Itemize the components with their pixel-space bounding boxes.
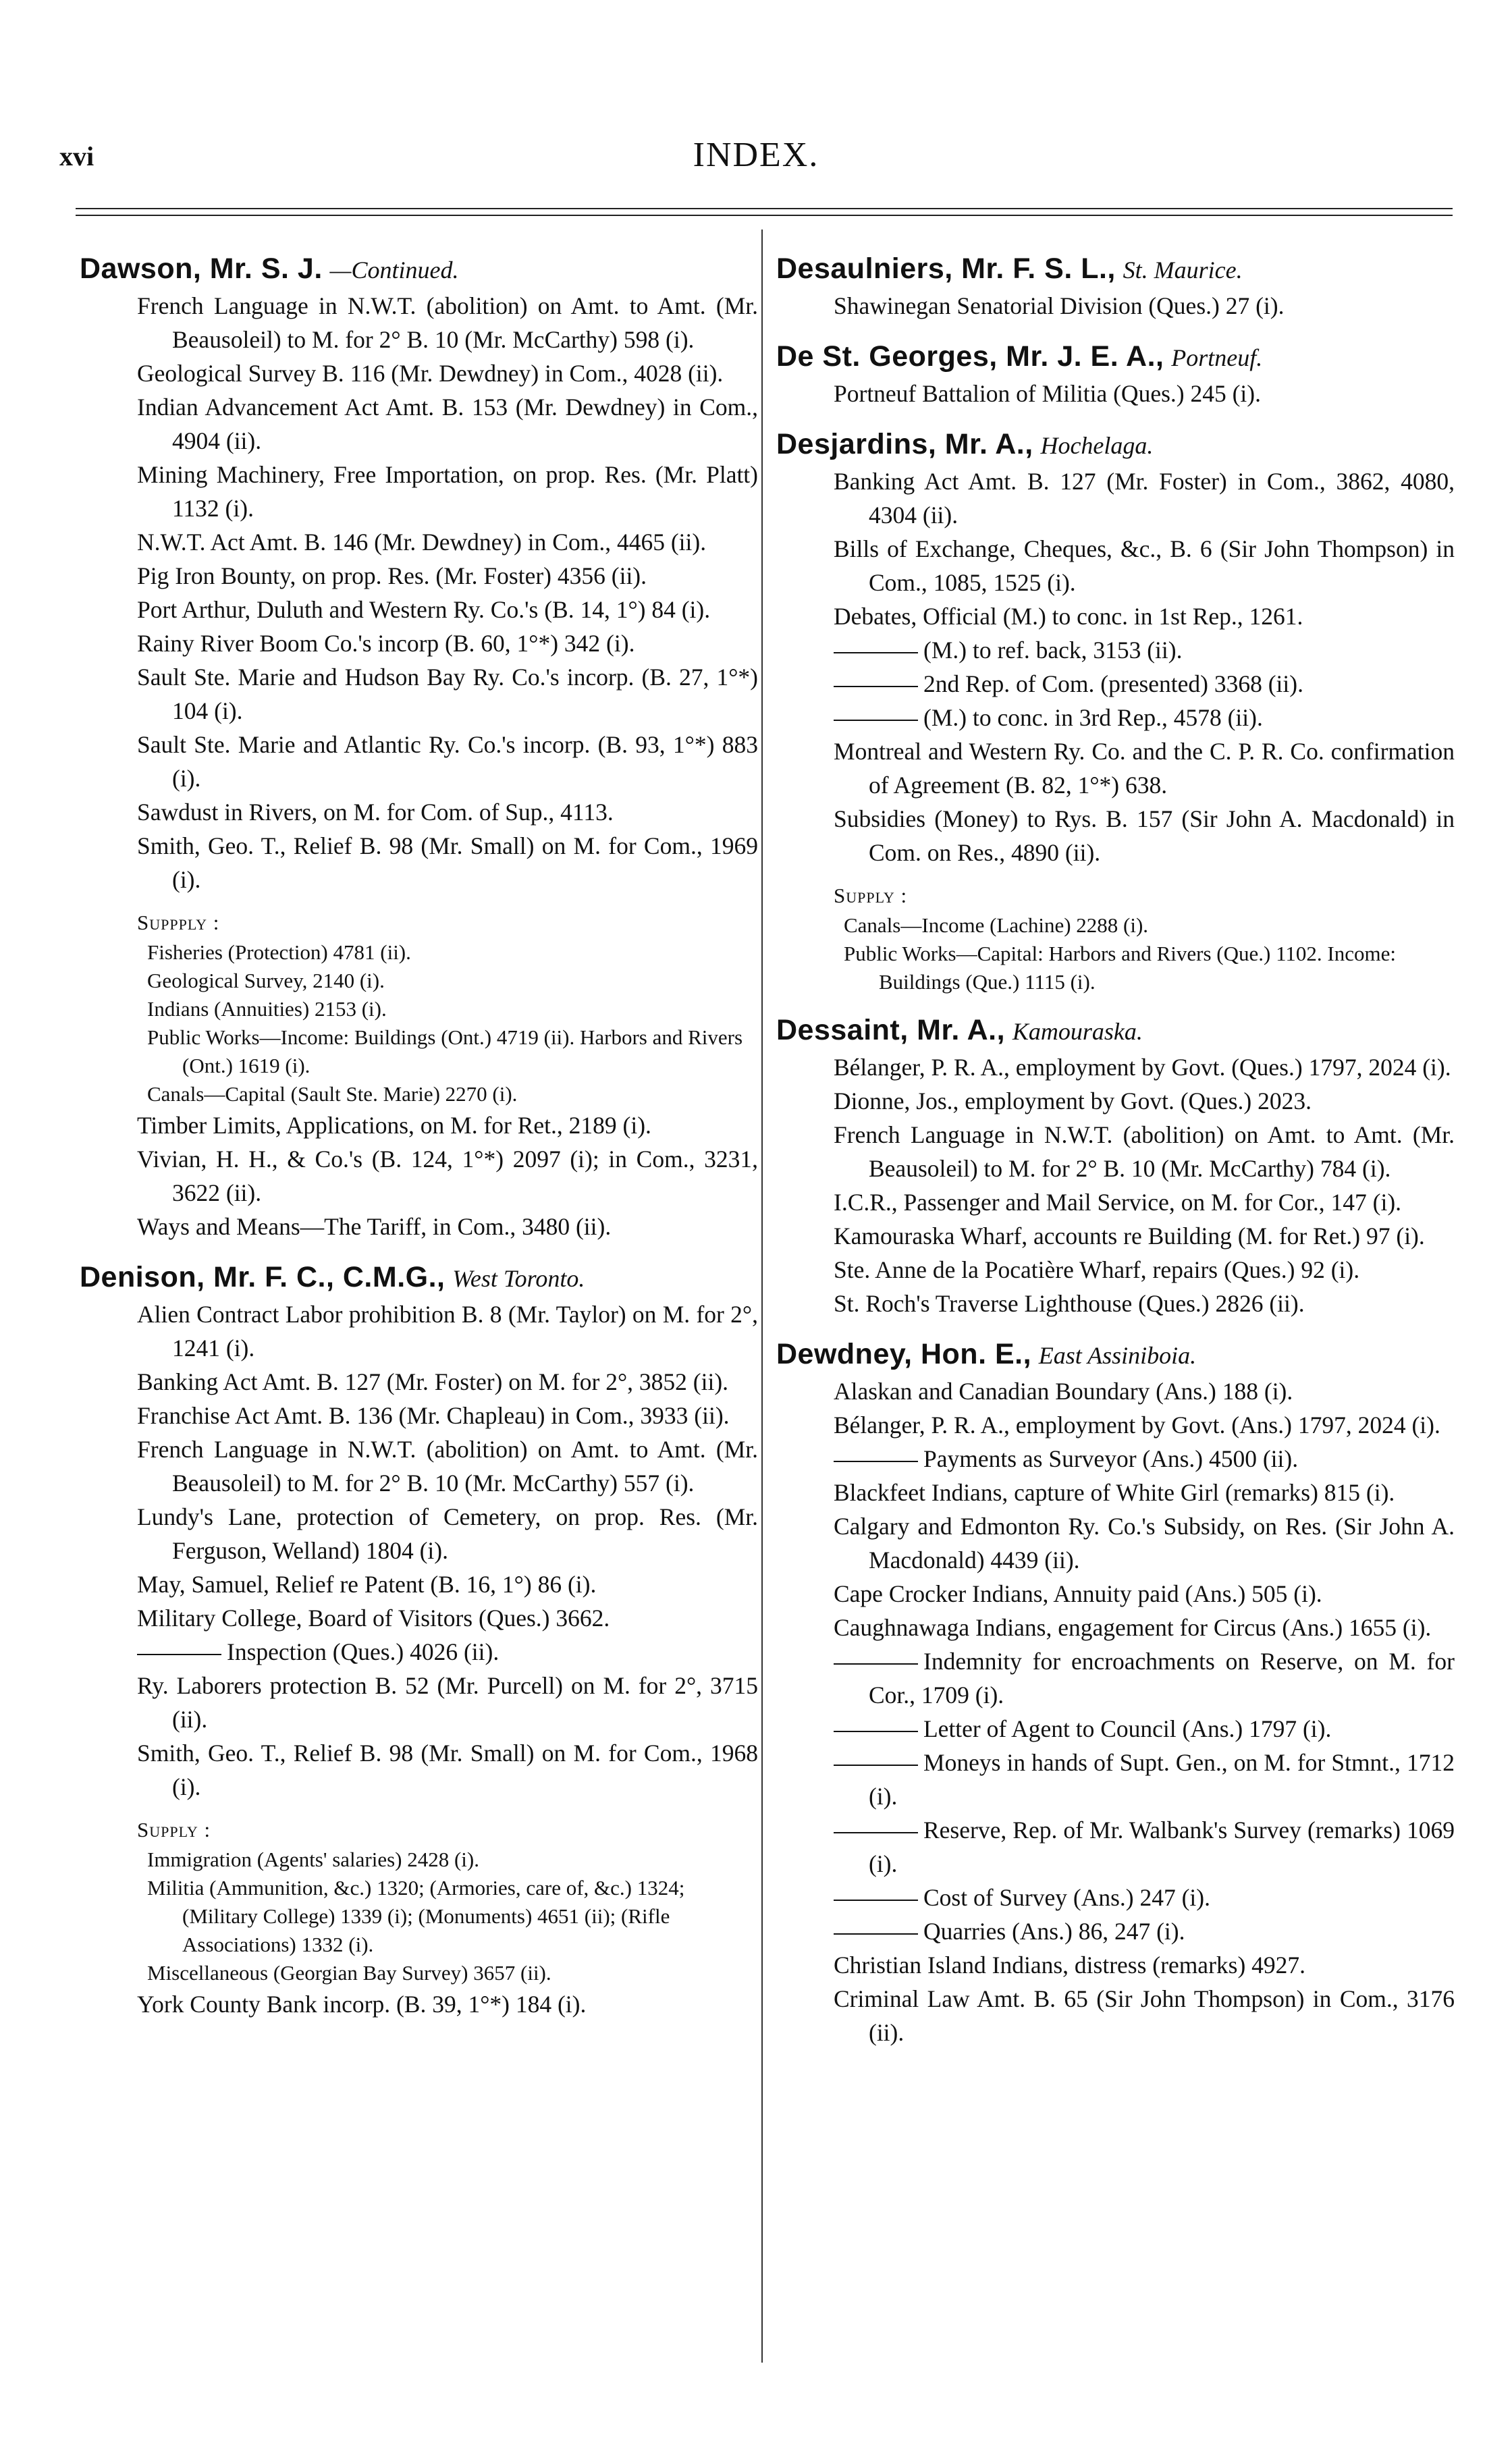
index-entry: York County Bank incorp. (B. 39, 1°*) 184 (i).: [137, 1991, 587, 2018]
index-entry: Calgary and Edmonton Ry. Co.'s Subsidy, on Res. (Sir John A. Macdonald) 4439 (ii).: [834, 1513, 1455, 1574]
index-entry: Bélanger, P. R. A., employment by Govt. (Ans.) 1797, 2024 (i).: [834, 1411, 1440, 1438]
ditto-dash: [834, 686, 918, 687]
ditto-dash: [834, 1731, 918, 1732]
subentry-text: (M.) to ref. back, 3153 (ii).: [923, 637, 1183, 664]
heading-name: Dawson, Mr. S. J.: [80, 252, 323, 285]
index-entry: Geological Survey B. 116 (Mr. Dewdney) in Com., 4028 (ii).: [137, 360, 724, 387]
ditto-dash: [834, 720, 918, 721]
ditto-dash: [834, 1461, 918, 1462]
heading-constituency: —Continued.: [329, 257, 459, 284]
heading-constituency: Hochelaga.: [1040, 432, 1154, 459]
subentry-text: (M.) to conc. in 3rd Rep., 4578 (ii).: [923, 704, 1263, 731]
subentry-text: Indemnity for encroachments on Reserve, on M. for Cor., 1709 (i).: [869, 1648, 1455, 1709]
index-entry: Lundy's Lane, protection of Cemetery, on prop. Res. (Mr. Ferguson, Welland) 1804 (i).: [137, 1503, 758, 1564]
index-entry: St. Roch's Traverse Lighthouse (Ques.) 2826 (ii).: [834, 1290, 1305, 1317]
top-rule-second: [76, 215, 1453, 216]
index-heading: [776, 1335, 1455, 1374]
index-entry: Criminal Law Amt. B. 65 (Sir John Thompson) in Com., 3176 (ii).: [834, 1985, 1455, 2046]
index-subentry: [834, 667, 1455, 701]
index-entry: Shawinegan Senatorial Division (Ques.) 27 (i).: [834, 292, 1285, 319]
index-subentry: [834, 1644, 1455, 1712]
index-entry: French Language in N.W.T. (abolition) on Amt. to Amt. (Mr. Beausoleil) to M. for 2° B. 10 (Mr. McCarthy) 784 (i).: [834, 1121, 1455, 1182]
page-title: INDEX.: [693, 136, 819, 174]
supply-item: Canals—Capital (Sault Ste. Marie) 2270 (i).: [147, 1082, 518, 1106]
index-entry: Debates, Official (M.) to conc. in 1st Rep., 1261.: [834, 603, 1303, 630]
index-entry: Military College, Board of Visitors (Ques.) 3662.: [137, 1605, 610, 1632]
right-column: [776, 250, 1455, 2049]
index-entry: Blackfeet Indians, capture of White Girl (remarks) 815 (i).: [834, 1479, 1395, 1506]
supply-item: Geological Survey, 2140 (i).: [147, 969, 385, 992]
index-entry: Subsidies (Money) to Rys. B. 157 (Sir John A. Macdonald) in Com. on Res., 4890 (ii).: [834, 805, 1455, 866]
supply-label: Supply :: [137, 1818, 211, 1841]
index-entry: May, Samuel, Relief re Patent (B. 16, 1°) 86 (i).: [137, 1571, 597, 1598]
index-heading: [80, 250, 758, 289]
supply-item: Miscellaneous (Georgian Bay Survey) 3657 (ii).: [147, 1961, 551, 1985]
index-entry: Sault Ste. Marie and Hudson Bay Ry. Co.'s incorp. (B. 27, 1°*) 104 (i).: [137, 664, 758, 724]
index-entry: Smith, Geo. T., Relief B. 98 (Mr. Small) on M. for Com., 1968 (i).: [137, 1740, 758, 1800]
subentry-text: Quarries (Ans.) 86, 247 (i).: [923, 1918, 1185, 1945]
index-subentry: [834, 1813, 1455, 1881]
index-entry: Alaskan and Canadian Boundary (Ans.) 188 (i).: [834, 1378, 1293, 1405]
heading-name: Dewdney, Hon. E.,: [776, 1338, 1032, 1370]
subentry-text: Moneys in hands of Supt. Gen., on M. for Stmnt., 1712 (i).: [869, 1749, 1455, 1810]
index-entry: Kamouraska Wharf, accounts re Building (M. for Ret.) 97 (i).: [834, 1222, 1425, 1249]
subentry-text: Letter of Agent to Council (Ans.) 1797 (i).: [923, 1715, 1332, 1742]
index-entry: Dionne, Jos., employment by Govt. (Ques.) 2023.: [834, 1087, 1312, 1114]
index-entry: Ste. Anne de la Pocatière Wharf, repairs (Ques.) 92 (i).: [834, 1256, 1360, 1283]
heading-constituency: St. Maurice.: [1123, 257, 1243, 284]
index-entry: Banking Act Amt. B. 127 (Mr. Foster) in Com., 3862, 4080, 4304 (ii).: [834, 468, 1455, 529]
index-subentry: [834, 1881, 1455, 1914]
index-entry: Christian Island Indians, distress (remarks) 4927.: [834, 1952, 1306, 1979]
page-number: xvi: [59, 141, 94, 171]
column-divider: [761, 230, 763, 2363]
index-subentry: [834, 633, 1455, 667]
subentry-text: Reserve, Rep. of Mr. Walbank's Survey (remarks) 1069 (i).: [869, 1817, 1455, 1877]
heading-constituency: Kamouraska.: [1012, 1018, 1143, 1045]
index-entry: N.W.T. Act Amt. B. 146 (Mr. Dewdney) in Com., 4465 (ii).: [137, 529, 707, 556]
index-heading: [776, 1011, 1455, 1050]
index-entry: Bélanger, P. R. A., employment by Govt. (Ques.) 1797, 2024 (i).: [834, 1054, 1451, 1081]
ditto-dash: [834, 1900, 918, 1901]
index-entry: Ry. Laborers protection B. 52 (Mr. Purcell) on M. for 2°, 3715 (ii).: [137, 1672, 758, 1733]
index-entry: Ways and Means—The Tariff, in Com., 3480 (ii).: [137, 1213, 612, 1240]
subentry-text: 2nd Rep. of Com. (presented) 3368 (ii).: [923, 670, 1303, 697]
index-entry: Banking Act Amt. B. 127 (Mr. Foster) on M. for 2°, 3852 (ii).: [137, 1368, 729, 1395]
supply-item: Public Works—Capital: Harbors and Rivers (Que.) 1102. Income: Buildings (Que.) 1115 (i).: [844, 942, 1396, 994]
index-entry: French Language in N.W.T. (abolition) on Amt. to Amt. (Mr. Beausoleil) to M. for 2° B. 10 (Mr. McCarthy) 557 (i).: [137, 1436, 758, 1497]
ditto-dash: [834, 1663, 918, 1665]
supply-item: Indians (Annuities) 2153 (i).: [147, 997, 387, 1021]
index-subentry: [834, 1914, 1455, 1948]
index-entry: French Language in N.W.T. (abolition) on Amt. to Amt. (Mr. Beausoleil) to M. for 2° B. 10 (Mr. McCarthy) 598 (i).: [137, 292, 758, 353]
index-entry: Rainy River Boom Co.'s incorp (B. 60, 1°*) 342 (i).: [137, 630, 635, 657]
ditto-dash: [834, 1765, 918, 1766]
heading-constituency: West Toronto.: [452, 1265, 585, 1292]
index-entry: Sawdust in Rivers, on M. for Com. of Sup., 4113.: [137, 799, 614, 826]
subentry-text: Inspection (Ques.) 4026 (ii).: [227, 1638, 500, 1665]
index-entry: Alien Contract Labor prohibition B. 8 (Mr. Taylor) on M. for 2°, 1241 (i).: [137, 1301, 758, 1362]
index-entry: Mining Machinery, Free Importation, on prop. Res. (Mr. Platt) 1132 (i).: [137, 461, 758, 522]
supply-label: Suppply :: [137, 911, 220, 934]
index-entry: Montreal and Western Ry. Co. and the C. P. R. Co. confirmation of Agreement (B. 82, 1°*) 638.: [834, 738, 1455, 799]
top-rule: [76, 208, 1453, 209]
ditto-dash: [834, 652, 918, 653]
supply-label: Supply :: [834, 884, 908, 907]
index-entry: I.C.R., Passenger and Mail Service, on M. for Cor., 147 (i).: [834, 1189, 1402, 1216]
index-heading: [776, 250, 1455, 289]
heading-name: Denison, Mr. F. C., C.M.G.,: [80, 1261, 446, 1293]
index-entry: Smith, Geo. T., Relief B. 98 (Mr. Small) on M. for Com., 1969 (i).: [137, 832, 758, 893]
supply-item: Militia (Ammunition, &c.) 1320; (Armories, care of, &c.) 1324; (Military College) 1339 (i); (Monuments) 4651 (ii); (Rifle Associations) 1332 (i).: [147, 1876, 685, 1956]
ditto-dash: [137, 1654, 221, 1655]
heading-name: De St. Georges, Mr. J. E. A.,: [776, 340, 1164, 373]
index-entry: Timber Limits, Applications, on M. for Ret., 2189 (i).: [137, 1112, 651, 1139]
index-subentry: [834, 1712, 1455, 1746]
left-column: [80, 250, 758, 2021]
index-entry: Franchise Act Amt. B. 136 (Mr. Chapleau) in Com., 3933 (ii).: [137, 1402, 730, 1429]
index-heading: [776, 338, 1455, 377]
index-heading: [80, 1258, 758, 1297]
heading-name: Desjardins, Mr. A.,: [776, 428, 1033, 460]
index-entry: Portneuf Battalion of Militia (Ques.) 245 (i).: [834, 380, 1261, 407]
supply-item: Public Works—Income: Buildings (Ont.) 4719 (ii). Harbors and Rivers (Ont.) 1619 (i).: [147, 1025, 743, 1077]
index-entry: Caughnawaga Indians, engagement for Circus (Ans.) 1655 (i).: [834, 1614, 1432, 1641]
ditto-dash: [834, 1832, 918, 1833]
index-subentry: [834, 1746, 1455, 1813]
subentry-text: Cost of Survey (Ans.) 247 (i).: [923, 1884, 1210, 1911]
index-entry: Bills of Exchange, Cheques, &c., B. 6 (Sir John Thompson) in Com., 1085, 1525 (i).: [834, 535, 1455, 596]
index-heading: [776, 425, 1455, 464]
subentry-text: Payments as Surveyor (Ans.) 4500 (ii).: [923, 1445, 1299, 1472]
index-subentry: [834, 1442, 1455, 1476]
heading-name: Desaulniers, Mr. F. S. L.,: [776, 252, 1116, 285]
heading-constituency: East Assiniboia.: [1038, 1342, 1197, 1369]
heading-name: Dessaint, Mr. A.,: [776, 1014, 1006, 1046]
index-entry: Port Arthur, Duluth and Western Ry. Co.'s (B. 14, 1°) 84 (i).: [137, 596, 711, 623]
heading-constituency: Portneuf.: [1171, 344, 1263, 371]
index-subentry: [137, 1635, 758, 1669]
supply-item: Canals—Income (Lachine) 2288 (i).: [844, 913, 1149, 937]
index-subentry: [834, 701, 1455, 734]
supply-item: Fisheries (Protection) 4781 (ii).: [147, 940, 411, 964]
index-entry: Pig Iron Bounty, on prop. Res. (Mr. Foster) 4356 (ii).: [137, 562, 647, 589]
index-entry: Indian Advancement Act Amt. B. 153 (Mr. Dewdney) in Com., 4904 (ii).: [137, 394, 758, 454]
index-entry: Sault Ste. Marie and Atlantic Ry. Co.'s incorp. (B. 93, 1°*) 883 (i).: [137, 731, 758, 792]
index-entry: Cape Crocker Indians, Annuity paid (Ans.) 505 (i).: [834, 1580, 1322, 1607]
supply-item: Immigration (Agents' salaries) 2428 (i).: [147, 1848, 479, 1871]
index-entry: Vivian, H. H., & Co.'s (B. 124, 1°*) 2097 (i); in Com., 3231, 3622 (ii).: [137, 1146, 758, 1206]
ditto-dash: [834, 1933, 918, 1935]
